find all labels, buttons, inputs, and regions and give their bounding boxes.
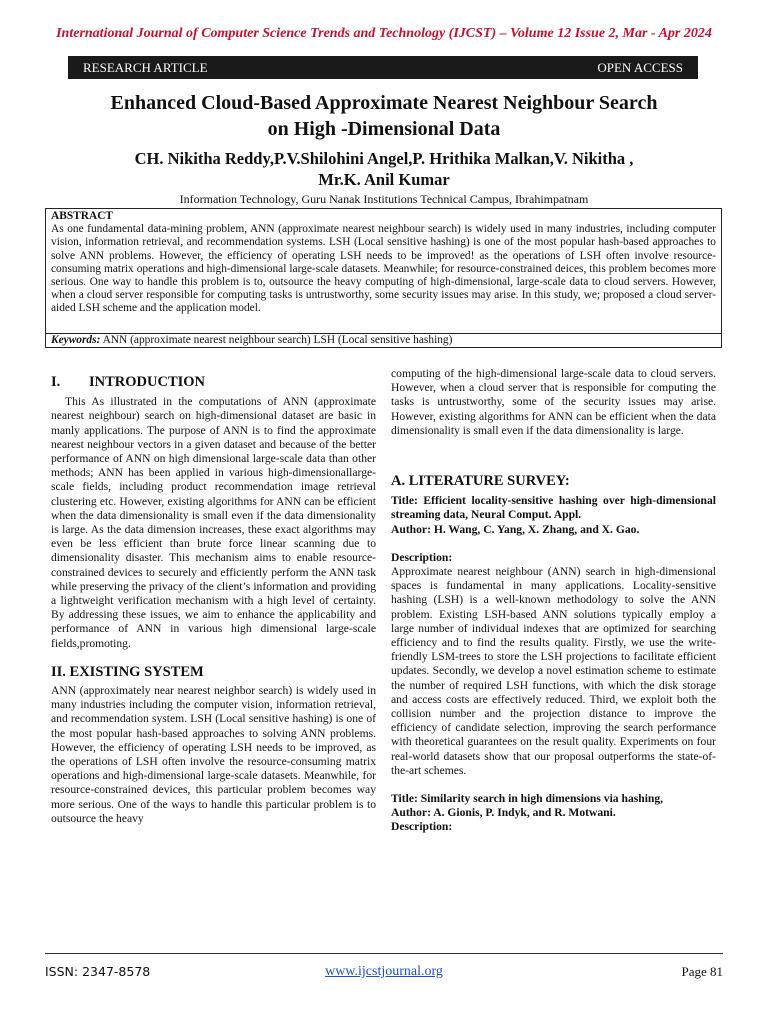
left-column bbox=[51, 375, 376, 826]
right-column bbox=[391, 367, 716, 835]
abstract-box bbox=[45, 208, 722, 348]
abstract-heading: ABSTRACT bbox=[51, 210, 114, 222]
lit1-description-heading: Description: bbox=[391, 550, 453, 564]
introduction-heading bbox=[51, 375, 376, 389]
introduction-title: INTRODUCTION bbox=[89, 374, 206, 390]
authors-line-2: Mr.K. Anil Kumar bbox=[318, 170, 450, 189]
article-type-label: RESEARCH ARTICLE bbox=[83, 59, 208, 75]
existing-system-heading: II. EXISTING SYSTEM bbox=[51, 663, 204, 680]
authors bbox=[40, 148, 728, 190]
keywords-label: Keywords: bbox=[51, 333, 101, 346]
journal-website-link[interactable]: www.ijcstjournal.org bbox=[325, 964, 443, 979]
lit2-title: Title: Similarity search in high dimensions via hashing, bbox=[391, 792, 664, 806]
literature-survey-heading: A. LITERATURE SURVEY: bbox=[391, 473, 570, 490]
title-line-1: Enhanced Cloud-Based Approximate Nearest Neighbour Search bbox=[110, 92, 658, 114]
open-access-label: OPEN ACCESS bbox=[597, 59, 683, 75]
existing-system-text: ANN (approximately near nearest neighbor search) is widely used in many industries including the computer vision, information retrieval, and recommendation system. LSH (Local sensitive hashing) is one of the most popular hash-based approaches to solving ANN problems. However, the efficiency of operating LSH needs to be improved, as the operations of LSH often involve the resource-consuming matrix operations and high-dimensional large-scale datasets. Meanwhile, for resource-constrained devices, this particular problem becomes way more serious. One of the ways to handle this particular problem is to outsource the heavy bbox=[51, 684, 376, 825]
affiliation: Information Technology, Guru Nanak Institutions Technical Campus, Ibrahimpatnam bbox=[179, 192, 589, 206]
keywords-text: ANN (approximate nearest neighbour search) LSH (Local sensitive hashing) bbox=[100, 333, 453, 346]
issn: ISSN: 2347-8578 bbox=[45, 964, 151, 979]
introduction-number: I. bbox=[51, 374, 61, 390]
page-number: Page 81 bbox=[681, 964, 723, 979]
abstract-text: As one fundamental data-mining problem, ANN (approximate nearest neighbour search) is widely used in many industries, including computer vision, information retrieval, and recommendation systems. LSH (Local sensitive hashing) is one of the most popular hash-based approaches to solve ANN problems. However, the efficiency of operating LSH needs to be improved! as the operations of LSH often involve resource-consuming matrix operations and high-dimensional large-scale datasets. Meanwhile; for resource-constrained deices, this problem becomes more serious. One way to handle this problem is to, outsource the heavy computing of high-dimensional, large-scale data to cloud servers. However, when a cloud server responsible for computing tasks is untrustworthy, some security issues may arise. In this study, we; proposed a cloud server-aided LSH scheme and the application model. bbox=[51, 223, 716, 315]
title-line-2: on High -Dimensional Data bbox=[267, 118, 501, 140]
keywords-row bbox=[46, 333, 721, 347]
lit2-author: Author: A. Gionis, P. Indyk, and R. Motwani. bbox=[391, 806, 616, 820]
paper-title bbox=[40, 90, 728, 142]
lit1-description: Approximate nearest neighbour (ANN) search in high-dimensional spaces is fundamental in many applications. Locality-sensitive hashing (LSH) is a well-known methodology to solve the ANN problem. Existing LSH-based ANN solutions typically employ a large number of individual indexes that are optimized for searching efficiency and to find the results quality. Firstly, we use the write-friendly LSM-trees to store the LSH projections to facilitate efficient updates. Secondly, we develop a novel estimation scheme to estimate the number of required LSH functions, with which the disk storage and access costs are effectively reduced. Third, we exploit both the collision number and the projection distance to improve the efficiency of candidate selection, improving the search performance with theoretical guarantees on the result quality. Experiments on four real-world datasets show that our proposal outperforms the state-of-the-art schemes. bbox=[391, 565, 716, 777]
footer-divider bbox=[45, 953, 723, 954]
existing-system-continued: computing of the high-dimensional large-scale data to cloud servers. However, when a cloud server that is responsible for computing the tasks is untrustworthy, some of the security issues may arise. However, existing algorithms for ANN can be efficient when the data dimensionality is small even if the data dimensionality is large. bbox=[391, 367, 716, 437]
lit1-title: Title: Efficient locality-sensitive hashing over high-dimensional streaming data, Neural Comput. Appl. bbox=[391, 494, 716, 522]
introduction-text: This As illustrated in the computations of ANN (approximate nearest neighbour) search on high-dimensional dataset are basic in manly applications. The purpose of ANN is to find the approximate nearest neighbour vectors in a given dataset and because of the better performance of ANN on high dimensional large-scale data than other methods; ANN has been applied in various high-dimensionallarge-scale fields, including product recommendation image retrieval clustering etc. However, existing algorithms for ANN can be efficient when the data dimensionality is small even if the data dimensionality is large. As the data dimension increases, these exact algorithms may even be less efficient than brute force linear scanning due to dimensionality disaster. This mechanism aims to enable resource-constrained devices to securely and efficiently perform the ANN task while preserving the privacy of the client’s information and providing a lightweight verification mechanism with a high level of certainty. By addressing these issues, we aim to enhance the applicability and performance of ANN in various high dimensional large-scale fields,promoting. bbox=[51, 395, 376, 650]
lit2-description-heading: Description: bbox=[391, 820, 453, 834]
journal-header: International Journal of Computer Science Trends and Technology (IJCST) – Volume 12 Issue 2, Mar - Apr 2024 bbox=[56, 26, 712, 41]
authors-line-1: CH. Nikitha Reddy,P.V.Shilohini Angel,P. Hrithika Malkan,V. Nikitha , bbox=[134, 149, 634, 168]
lit1-author: Author: H. Wang, C. Yang, X. Zhang, and X. Gao. bbox=[391, 522, 640, 536]
article-type-bar bbox=[68, 56, 698, 79]
